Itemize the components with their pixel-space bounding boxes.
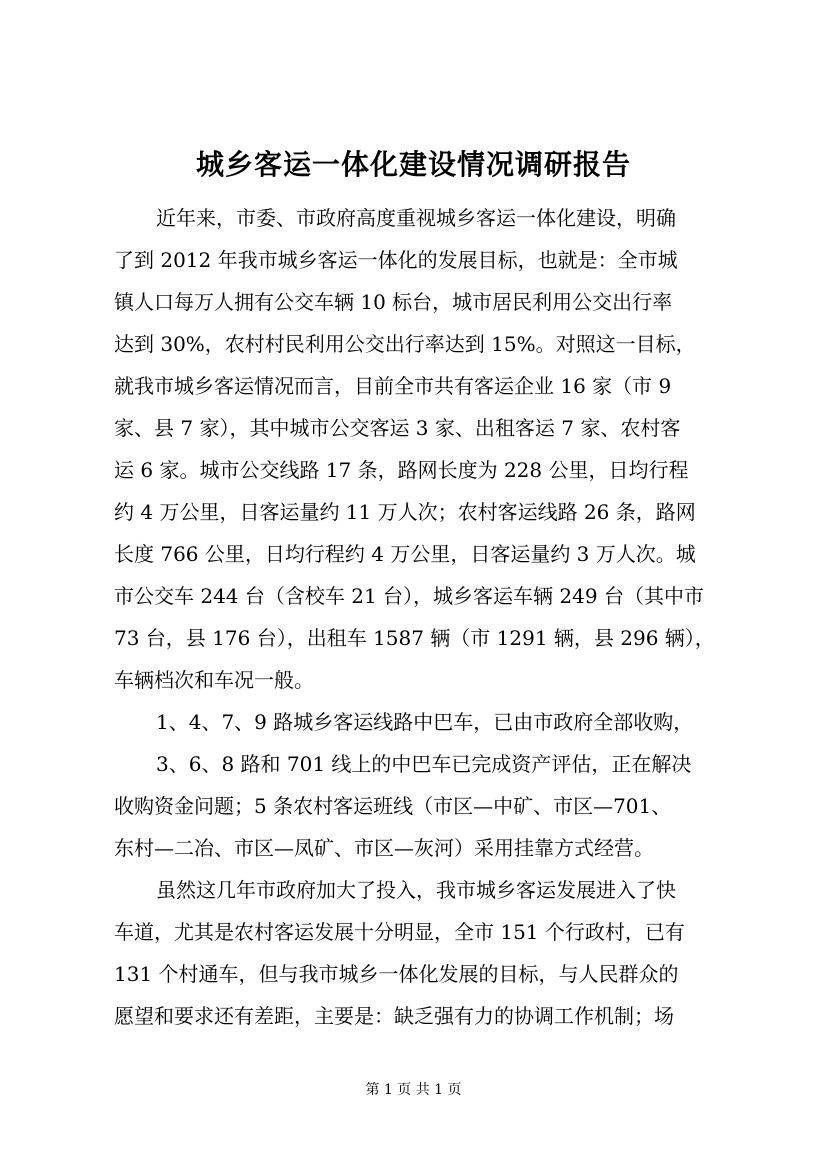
page-footer: 第 1 页 共 1 页 [365,1082,462,1098]
paragraph-line: 长度 766 公里，日均行程约 4 万公里，日客运量约 3 万人次。城 [114,542,696,566]
paragraph-line: 了到 2012 年我市城乡客运一体化的发展目标，也就是：全市城 [114,248,678,272]
paragraph-line: 收购资金问题；5 条农村客运班线（市区—中矿、市区—701、 [114,794,672,818]
paragraph-line: 73 台，县 176 台），出租车 1587 辆（市 1291 辆，县 296 辆）， [114,626,715,650]
paragraph-line: 家、县 7 家），其中城市公交客运 3 家、出租客运 7 家、农村客 [114,416,681,440]
paragraph-line: 3、6、8 路和 701 线上的中巴车已完成资产评估，正在解决 [156,752,692,776]
paragraph-line: 镇人口每万人拥有公交车辆 10 标台，城市居民利用公交出行率 [114,290,673,314]
document-title: 城乡客运一体化建设情况调研报告 [195,148,631,181]
paragraph-line: 就我市城乡客运情况而言，目前全市共有客运企业 16 家（市 9 [114,374,672,398]
paragraph-line: 市公交车 244 台（含校车 21 台），城乡客运车辆 249 台（其中市 [114,584,704,608]
paragraph-line: 车道，尤其是农村客运发展十分明显，全市 151 个行政村，已有 [114,920,685,944]
paragraph-line: 达到 30%，农村村民利用公交出行率达到 15%。对照这一目标， [114,332,696,356]
paragraph-line: 约 4 万公里，日客运量约 11 万人次；农村客运线路 26 条，路网 [114,500,696,524]
paragraph-line: 虽然这几年市政府加大了投入，我市城乡客运发展进入了快 [156,878,676,902]
paragraph-line: 车辆档次和车况一般。 [114,668,314,692]
paragraph-line: 东村—二冶、市区—凤矿、市区—灰河）采用挂靠方式经营。 [114,836,654,860]
document-body [114,197,724,1037]
paragraph-line: 1、4、7、9 路城乡客运线路中巴车，已由市政府全部收购， [156,710,694,734]
paragraph-line: 运 6 家。城市公交线路 17 条，路网长度为 228 公里，日均行程 [114,458,689,482]
paragraph-line: 愿望和要求还有差距，主要是：缺乏强有力的协调工作机制；场 [114,1004,674,1028]
paragraph-line: 131 个村通车，但与我市城乡一体化发展的目标，与人民群众的 [114,962,679,986]
paragraph-line: 近年来，市委、市政府高度重视城乡客运一体化建设，明确 [156,206,676,230]
